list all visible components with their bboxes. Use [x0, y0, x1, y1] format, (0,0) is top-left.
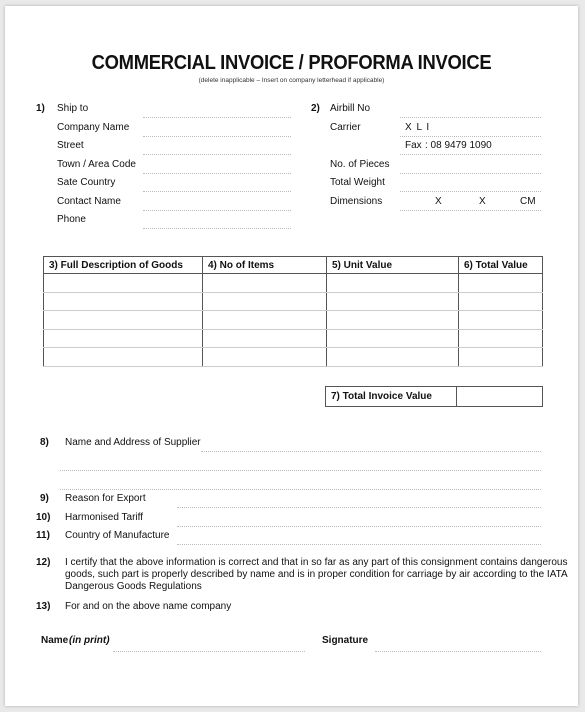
fax-label: Fax	[405, 140, 422, 151]
name-hint: (in print)	[69, 635, 110, 646]
carrier-label: Carrier	[330, 122, 361, 133]
name-field[interactable]	[113, 651, 305, 652]
carrier-value: X L I	[405, 122, 431, 133]
signature-label: Signature	[322, 635, 369, 646]
company-name-label: Company Name	[57, 122, 130, 133]
dimension-unit: CM	[520, 196, 536, 207]
phone-field[interactable]	[143, 228, 291, 229]
supplier-number: 8)	[40, 437, 49, 448]
company-label: For and on the above name company	[65, 601, 232, 612]
page-title: COMMERCIAL INVOICE / PROFORMA INVOICE	[91, 52, 492, 74]
table-header-row	[44, 257, 543, 274]
tariff-number: 10)	[36, 512, 51, 523]
company-name-field[interactable]	[143, 136, 291, 137]
tariff-label: Harmonised Tariff	[65, 512, 143, 523]
col-total-value-header: 6) Total Value	[459, 257, 543, 274]
tariff-field[interactable]	[177, 526, 541, 527]
state-country-field[interactable]	[143, 191, 291, 192]
goods-table	[43, 256, 543, 367]
dimension-x-1: X	[435, 196, 442, 207]
company-number: 13)	[36, 601, 51, 612]
airbill-field[interactable]	[400, 117, 541, 118]
weight-field[interactable]	[400, 191, 541, 192]
airbill-number: 2)	[311, 103, 320, 114]
ship-to-number: 1)	[36, 103, 45, 114]
ship-to-field[interactable]	[143, 117, 291, 118]
invoice-page	[5, 6, 578, 706]
supplier-address-field-1[interactable]	[60, 470, 541, 471]
country-label: Country of Manufacture	[65, 530, 170, 541]
town-area-code-field[interactable]	[143, 173, 291, 174]
total-invoice-value-label: 7) Total Invoice Value	[326, 387, 457, 406]
col-items-header: 4) No of Items	[203, 257, 327, 274]
pieces-label: No. of Pieces	[330, 159, 390, 170]
reason-label: Reason for Export	[65, 493, 146, 504]
weight-label: Total Weight	[330, 177, 385, 188]
supplier-address-field-2[interactable]	[60, 489, 541, 490]
col-description-header: 3) Full Description of Goods	[44, 257, 203, 274]
dimension-x-2: X	[479, 196, 486, 207]
phone-label: Phone	[57, 214, 86, 225]
fax-field[interactable]	[400, 154, 541, 155]
table-row[interactable]	[44, 292, 543, 311]
contact-name-field[interactable]	[143, 210, 291, 211]
supplier-label: Name and Address of Supplier	[65, 437, 201, 448]
dimensions-field[interactable]	[400, 210, 541, 211]
total-invoice-value-box	[325, 386, 543, 407]
street-label: Street	[57, 140, 84, 151]
dimensions-label: Dimensions	[330, 196, 383, 207]
certify-line-3: Dangerous Goods Regulations	[65, 581, 202, 592]
state-country-label: Sate Country	[57, 177, 116, 188]
ship-to-label: Ship to	[57, 103, 89, 114]
country-field[interactable]	[177, 544, 541, 545]
signature-field[interactable]	[375, 651, 541, 652]
street-field[interactable]	[143, 154, 291, 155]
page-subtitle: (delete inapplicable – Insert on company letterhead if applicable)	[198, 77, 385, 84]
name-label: Name	[41, 635, 69, 646]
certify-line-2: goods, such part is properly described by name and is in proper condition for carriage by air according to the IATA	[65, 569, 568, 580]
col-unit-value-header: 5) Unit Value	[327, 257, 459, 274]
town-area-code-label: Town / Area Code	[57, 159, 136, 170]
reason-field[interactable]	[177, 507, 541, 508]
fax-value: : 08 9479 1090	[425, 140, 492, 151]
airbill-label: Airbill No	[330, 103, 371, 114]
supplier-field[interactable]	[201, 451, 541, 452]
certify-number: 12)	[36, 557, 51, 568]
country-number: 11)	[36, 530, 50, 541]
table-row[interactable]	[44, 329, 543, 348]
pieces-field[interactable]	[400, 173, 541, 174]
table-row[interactable]	[44, 311, 543, 330]
table-row[interactable]	[44, 274, 543, 293]
carrier-field[interactable]	[400, 136, 541, 137]
contact-name-label: Contact Name	[57, 196, 121, 207]
table-row[interactable]	[44, 348, 543, 367]
reason-number: 9)	[40, 493, 49, 504]
certify-line-1: I certify that the above information is correct and that in so far as any part of this consignment contains dangerous	[65, 557, 568, 568]
